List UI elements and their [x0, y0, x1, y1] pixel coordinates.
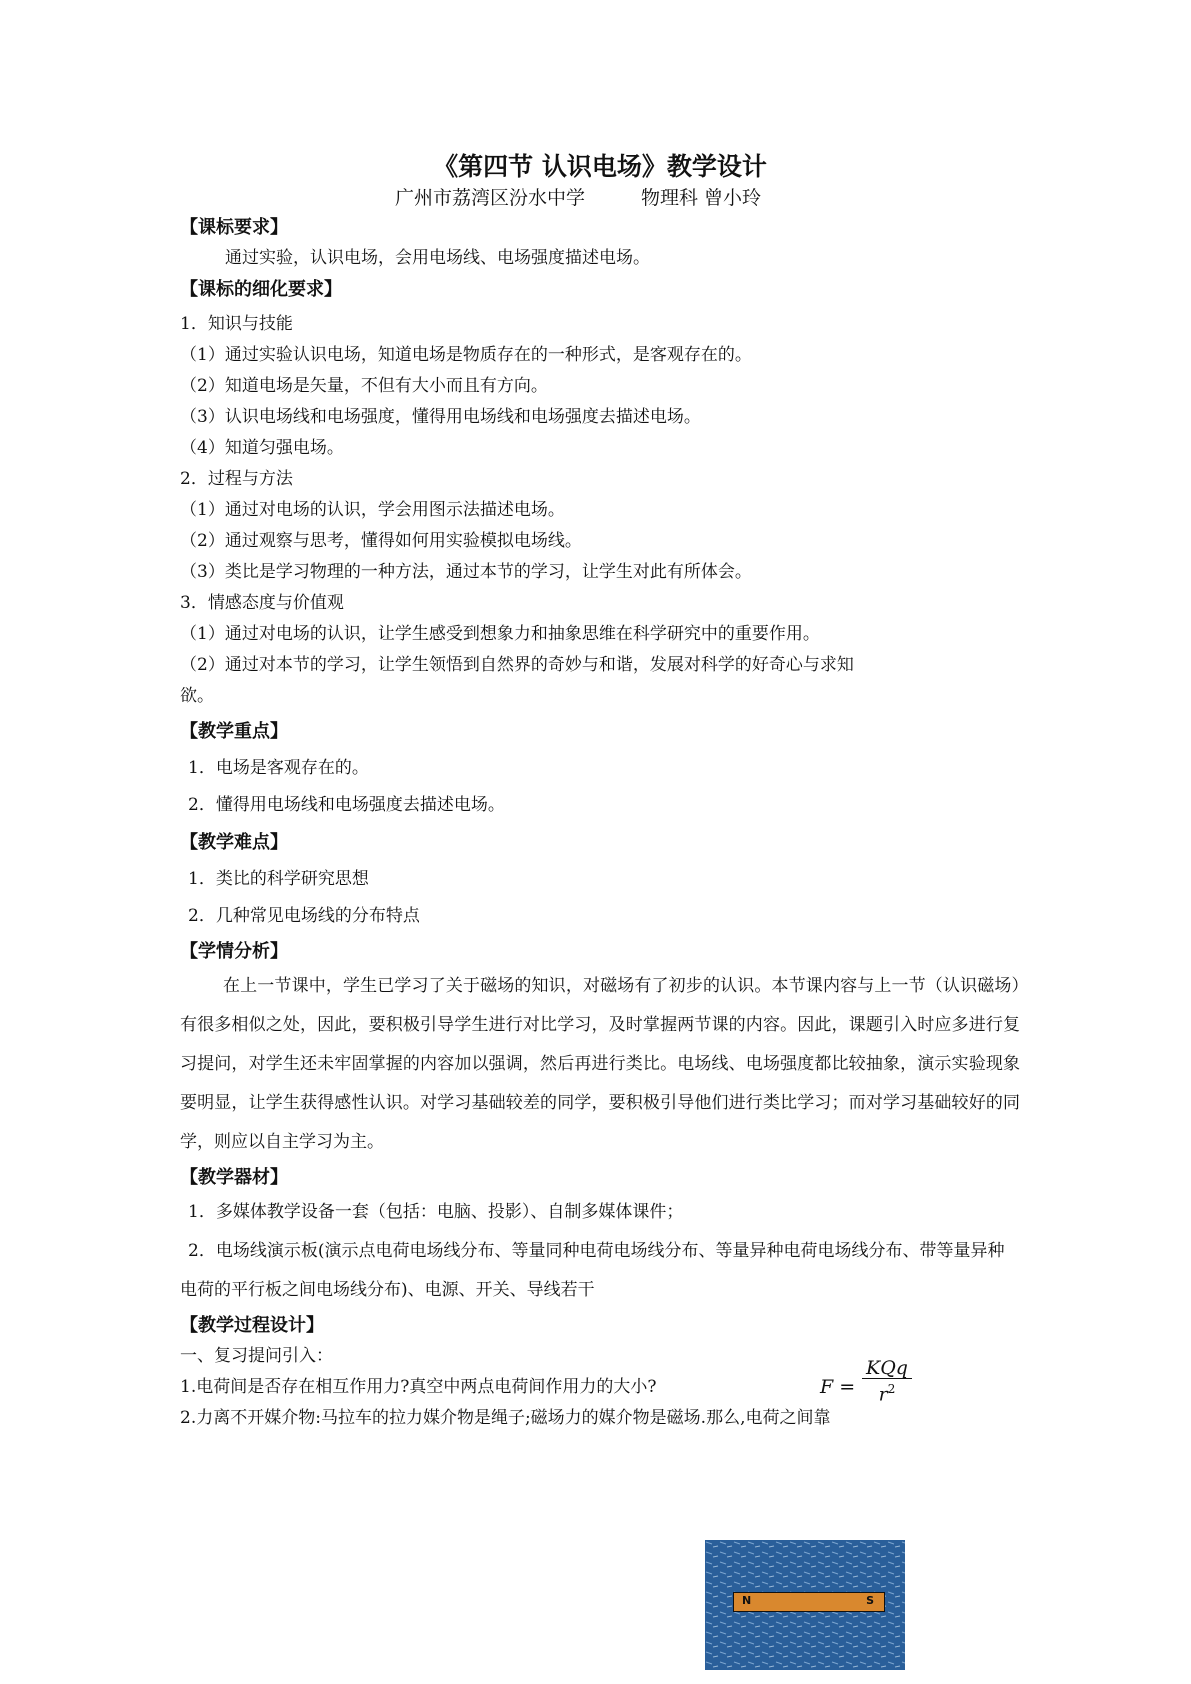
question-2: 2.力离不开媒介物:马拉车的拉力媒介物是绳子;磁场力的媒介物是磁场.那么,电荷之间靠 [180, 1408, 831, 1428]
formula-fraction [862, 1358, 912, 1404]
process-subheading: 一、复习提问引入： [180, 1346, 333, 1366]
north-pole-label: N [742, 1594, 752, 1607]
heading-curriculum: 【课标要求】 [180, 217, 288, 238]
list-item: 欲。 [180, 686, 214, 706]
formula-denominator: $r^2$ [878, 1382, 896, 1406]
curriculum-text: 通过实验，认识电场，会用电场线、电场强度描述电场。 [225, 248, 650, 268]
list-item: （2）通过对本节的学习，让学生领悟到自然界的奇妙与和谐，发展对科学的好奇心与求知 [180, 655, 854, 675]
section-title: 1．知识与技能 [180, 314, 293, 334]
school-name: 广州市荔湾区汾水中学 [395, 187, 586, 209]
teacher-name: 物理科 曾小玲 [641, 187, 762, 209]
list-item: 2．懂得用电场线和电场强度去描述电场。 [188, 795, 505, 815]
heading-equipment: 【教学器材】 [180, 1167, 288, 1188]
list-item: （1）通过对电场的认识，学会用图示法描述电场。 [180, 500, 565, 520]
document-title: 《第四节 认识电场》教学设计 [433, 152, 767, 181]
magnet-field-photo [705, 1540, 905, 1670]
heading-key-points: 【教学重点】 [180, 721, 288, 742]
list-item: （4）知道匀强电场。 [180, 438, 344, 458]
formula-numerator: KQq [862, 1358, 912, 1379]
list-item: 1．类比的科学研究思想 [188, 869, 369, 889]
heading-difficulties: 【教学难点】 [180, 832, 288, 853]
list-item: （3）认识电场线和电场强度，懂得用电场线和电场强度去描述电场。 [180, 407, 701, 427]
equipment-item: 1．多媒体教学设备一套（包括：电脑、投影）、自制多媒体课件； [188, 1202, 684, 1222]
list-item: （1）通过实验认识电场，知道电场是物质存在的一种形式，是客观存在的。 [180, 345, 752, 365]
heading-process: 【教学过程设计】 [180, 1315, 324, 1336]
document-page [180, 150, 1020, 1434]
heading-detailed: 【课标的细化要求】 [180, 279, 342, 300]
equipment-item: 2．电场线演示板(演示点电荷电场线分布、等量同种电荷电场线分布、等量异种电荷电场线分布、带等量异种电荷的平行板之间电场线分布)、电源、开关、导线若干 [180, 1241, 1005, 1300]
list-item: （3）类比是学习物理的一种方法，通过本节的学习，让学生对此有所体会。 [180, 562, 752, 582]
bar-magnet [733, 1592, 885, 1612]
list-item: （1）通过对电场的认识，让学生感受到想象力和抽象思维在科学研究中的重要作用。 [180, 624, 820, 644]
list-item: 1．电场是客观存在的。 [188, 758, 369, 778]
formula-lhs: F = [820, 1376, 856, 1398]
list-item: （2）知道电场是矢量，不但有大小而且有方向。 [180, 376, 548, 396]
section-title: 3．情感态度与价值观 [180, 593, 344, 613]
south-pole-label: S [866, 1594, 874, 1607]
author-line [180, 184, 1020, 212]
section-title: 2．过程与方法 [180, 469, 293, 489]
list-item: 2．几种常见电场线的分布特点 [188, 906, 420, 926]
analysis-paragraph: 在上一节课中，学生已学习了关于磁场的知识，对磁场有了初步的认识。本节课内容与上一节（认识磁场）有很多相似之处，因此，要积极引导学生进行对比学习，及时掌握两节课的内容。因此，课题引入时应多进行复习提问，对学生还未牢固掌握的内容加以强调，然后再进行类比。电场线、电场强度都比较抽象，演示实验现象要明显，让学生获得感性认识。对学习基础较差的同学，要积极引导他们进行类比学习；而对学习基础较好的同学，则应以自主学习为主。 [180, 976, 1020, 1152]
heading-analysis: 【学情分析】 [180, 941, 288, 962]
question-1: 1.电荷间是否存在相互作用力?真空中两点电荷间作用力的大小? [180, 1377, 657, 1397]
list-item: （2）通过观察与思考，懂得如何用实验模拟电场线。 [180, 531, 582, 551]
